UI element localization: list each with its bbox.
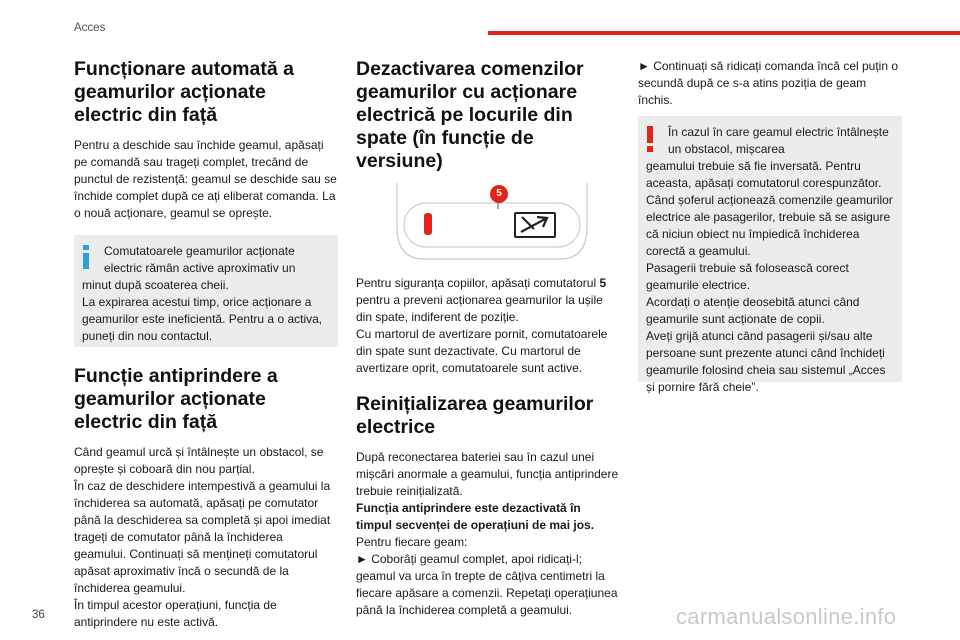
- paragraph-anti-pinch-b: În caz de deschidere intempestivă a geamului la închiderea sa automată, apăsați pe comutator până la deschiderea sa completă și apoi imediat trageți de comutator până la închiderea geamului. Continuați să mențineți comutatorul apăsat aproximativ încă o secundă de la închiderea geamului.: [74, 479, 331, 595]
- callout-badge: [490, 185, 508, 203]
- watermark: carmanualsonline.info: [676, 604, 897, 629]
- rear-lock-text-a: Pentru siguranța copiilor, apăsați comutatorul: [356, 276, 600, 290]
- paragraph-anti-pinch-c: În timpul acestor operațiuni, funcția de antiprindere nu este activă.: [74, 598, 277, 629]
- warning-text-first: În cazul în care geamul electric întâlnește un obstacol, mișcarea: [668, 125, 889, 156]
- warning-text-keyless: Aveți grijă atunci când pasagerii și/sau alte persoane sunt prezente atunci când închideți geamurile folosind cheia sau sistemul „Acces și pornire fără cheie”.: [646, 329, 886, 394]
- warning-text-children: Acordați o atenție deosebită atunci când geamurile sunt acționate de copii.: [646, 295, 860, 326]
- heading-anti-pinch: Funcție antiprindere a geamurilor acționate electric din față: [74, 365, 278, 433]
- info-text-expiry: La expirarea acestui timp, orice acționare a geamurilor este ineficientă. Pentru a o activa, puneți din nou contactul.: [82, 295, 323, 343]
- paragraph-warning-light: Cu martorul de avertizare pornit, comutatoarele din spate sunt dezactivate. Cu martorul de avertizare oprit, comutatoarele sunt active.: [356, 327, 608, 375]
- heading-rear-lock: Dezactivarea comenzilor geamurilor cu acționare electrică pe locurile din spate (în funcție de versiune): [356, 58, 584, 172]
- section-header: Acces: [74, 22, 106, 34]
- info-text-first: Comutatoarele geamurilor acționate electric rămân active aproximativ un: [104, 244, 296, 275]
- warning-text-driver: Când șoferul acționează comenzile geamurilor electrice ale pasagerilor, trebuie să se asigure că niciun obiect nu împiedică închiderea corectă a geamului.: [646, 193, 893, 258]
- paragraph-continue-step: ► Continuați să ridicați comanda încă cel puțin o secundă după ce s-a atins poziția de geam închis.: [638, 59, 899, 107]
- paragraph-reinit-step: ► Coborâți geamul complet, apoi ridicați-l; geamul va urca în trepte de câțiva centimetri la fiecare apăsare a comenzii. Repetați operațiunea până la închiderea completă a geamului.: [356, 552, 618, 617]
- rear-lock-switch-figure: [394, 183, 590, 263]
- rear-lock-switch-ref: 5: [599, 276, 607, 290]
- info-callout: [74, 235, 338, 347]
- column-2: [356, 58, 620, 619]
- paragraph-reinit: După reconectarea bateriei sau în cazul unei mișcări anormale a geamului, funcția antiprindere trebuie reinițializată.: [356, 450, 619, 498]
- paragraph-auto-windows: Pentru a deschide sau închide geamul, apăsați pe comandă sau trageți complet, trecând de punctul de rezistență: geamul se deschide sau se închide complet după ce ați eliberat comanda. La o nouă acționare, geamul se oprește.: [74, 138, 337, 220]
- paragraph-reinit-bold: Funcția antiprindere este dezactivată în timpul secvenței de operațiuni de mai jos.: [356, 501, 595, 532]
- heading-auto-windows: Funcționare automată a geamurilor acționate electric din față: [74, 58, 294, 126]
- heading-reinit: Reinițializarea geamurilor electrice: [356, 393, 594, 438]
- warning-text-passengers: Pasagerii trebuie să folosească corect geamurile electrice.: [646, 261, 849, 292]
- rear-lock-text-c: pentru a preveni acționarea geamurilor la ușile din spate, indiferent de poziție.: [356, 293, 603, 324]
- warning-text-rest: geamului trebuie să fie inversată. Pentru aceasta, apăsați comutatorul corespunzător.: [646, 159, 882, 190]
- paragraph-anti-pinch-a: Când geamul urcă și întâlnește un obstacol, se oprește și coboară din nou parțial.: [74, 445, 324, 476]
- paragraph-each-window: Pentru fiecare geam:: [356, 535, 468, 549]
- warning-callout: [638, 116, 902, 394]
- column-1: [74, 58, 338, 631]
- warning-icon: [646, 126, 654, 157]
- callout-number: 5: [496, 188, 502, 199]
- info-icon: [82, 245, 90, 274]
- page-number: 36: [32, 609, 45, 621]
- info-text-rest: minut după scoaterea cheii.: [82, 278, 229, 292]
- header-accent-bar: [488, 31, 960, 35]
- paragraph-rear-lock: [356, 275, 620, 326]
- column-3: [638, 58, 902, 394]
